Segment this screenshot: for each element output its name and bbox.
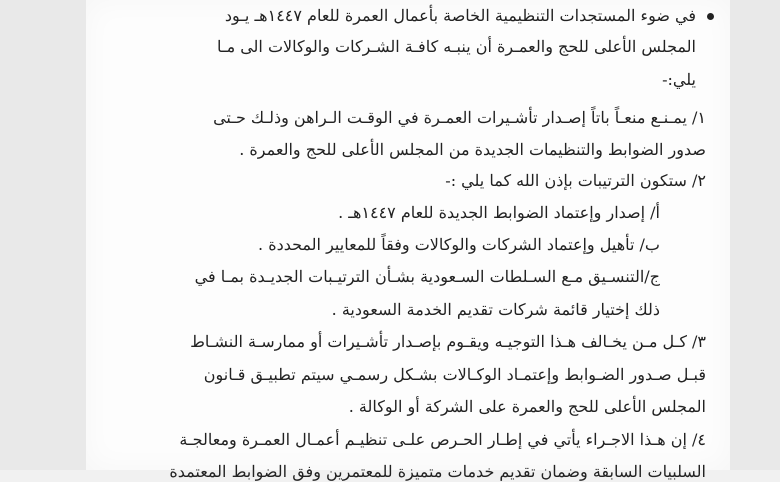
intro-line-2: المجلس الأعلى للحج والعمـرة أن ينبـه كافـة الشـركات والوكالات الى مـا (217, 37, 696, 56)
item-3-line-1: ٣/ كـل مـن يخـالف هـذا التوجيـه ويقـوم بإصـدار تأشـيرات أو ممارسـة النشـاط (190, 332, 706, 351)
item-3-line-3: المجلس الأعلى للحج والعمرة على الشركة أو الوكالة . (348, 397, 706, 416)
item-4-line-2: السلبيات السابقة وضمان تقديم خدمات متميزة للمعتمرين وفق الضوابط المعتمدة (169, 462, 706, 481)
right-margin-background (730, 0, 780, 470)
intro-line-3: يلي:- (662, 70, 696, 89)
item-3-line-2: قبـل صـدور الضـوابط وإعتمـاد الوكـالات بشـكل رسمـي سيتم تطبيـق قـانون (203, 365, 706, 384)
item-1-line-2: صدور الضوابط والتنظيمات الجديدة من المجلس الأعلى للحج والعمرة . (239, 140, 706, 159)
bullet-icon (707, 13, 714, 20)
item-1-line-1: ١/ يمـنـع منعـاً باتاً إصـدار تأشـيرات العمـرة في الوقـت الـراهن وذلـك حـتى (213, 108, 706, 127)
item-2b: ب/ تأهيل وإعتماد الشركات والوكالات وفقاً للمعايير المحددة . (258, 235, 660, 254)
intro-line-1: في ضوء المستجدات التنظيمية الخاصة بأعمال العمرة للعام ١٤٤٧هـ يـود (224, 6, 696, 25)
document-page (86, 0, 730, 481)
item-2c-line-1: ج/التنسـيق مـع السـلطات السـعودية بشـأن الترتيـبات الجديـدة بمـا في (194, 267, 660, 286)
left-margin-background (0, 0, 86, 470)
item-4-line-1: ٤/ إن هـذا الاجـراء يأتي في إطـار الحـرص علـى تنظيـم أعمـال العمـرة ومعالجـة (179, 430, 706, 449)
item-2-heading: ٢/ ستكون الترتيبات بإذن الله كما يلي :- (445, 171, 706, 190)
item-2a: أ/ إصدار وإعتماد الضوابط الجديدة للعام ١٤٤٧هـ . (338, 203, 660, 222)
item-2c-line-2: ذلك إختيار قائمة شركات تقديم الخدمة السعودية . (331, 300, 660, 319)
